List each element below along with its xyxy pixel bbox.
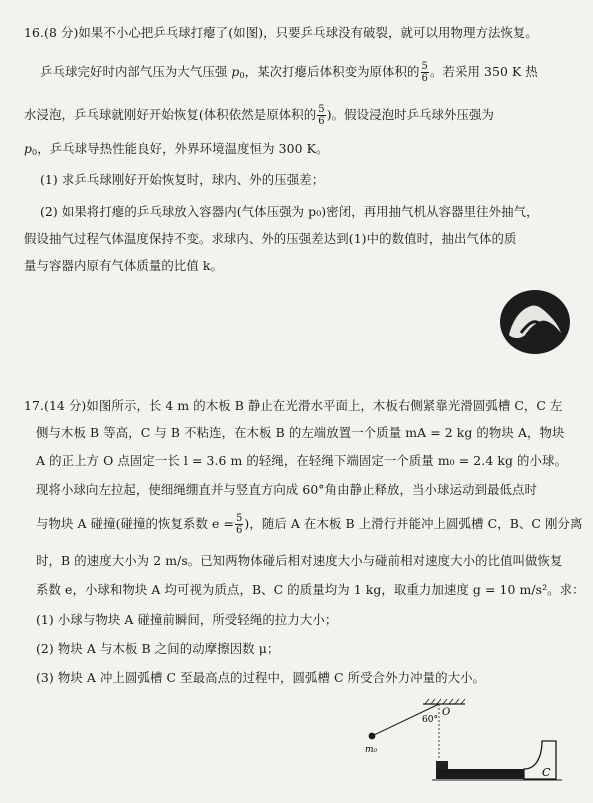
q16-line-4-part-b: ，乒乓球导热性能良好，外界环境温度恒为 300 K。: [37, 141, 329, 156]
flattened-ball-figure: [499, 289, 571, 355]
q17-line-3: A 的正上方 O 点固定一长 l = 3.6 m 的轻绳，在轻绳下端固定一个质量 m₀ = 2.4 kg 的小球。: [36, 453, 567, 468]
q17-subquestion-3: (3) 物块 A 冲上圆弧槽 C 至最高点的过程中，圆弧槽 C 所受合外力冲量的大小。: [36, 670, 486, 685]
q16-line-7: 假设抽气过程气体温度保持不变。求球内、外的压强差达到(1)中的数值时，抽出气体的质: [24, 231, 517, 246]
board-and-groove-figure: [432, 735, 562, 793]
fraction-denominator: 6: [421, 73, 428, 84]
q16-line-1: 16.(8 分)如果不小心把乒乓球打瘪了(如图)，只要乒乓球没有破裂，就可以用物理方法恢复。: [24, 25, 538, 40]
q17-line-4: 现将小球向左拉起，使细绳绷直并与竖直方向成 60°角由静止释放，当小球运动到最低点时: [36, 482, 537, 497]
q16-line-2-part-b: ，某次打瘪后体积变为原体积的: [244, 64, 420, 79]
symbol-p: p: [231, 64, 240, 79]
q17-line-1: 17.(14 分)如图所示，长 4 m 的木板 B 静止在光滑水平面上，木板右侧紧靠光滑圆弧槽 C，C 左: [24, 398, 563, 413]
q17-line-6: 时，B 的速度大小为 2 m/s。已知两物体碰后相对速度大小与碰前相对速度大小的比值叫做恢复: [36, 553, 563, 568]
ceiling-hatching: [425, 699, 465, 704]
q17-line-5-part-b: )，随后 A 在木板 B 上滑行并能冲上圆弧槽 C，B、C 刚分离: [244, 516, 583, 531]
fraction-five-sixths: [235, 513, 243, 536]
ball-m0: [369, 733, 376, 740]
label-c: C: [542, 766, 551, 779]
q16-line-3: [24, 104, 494, 127]
subscript-0: 0: [32, 148, 38, 157]
symbol-p: p: [24, 141, 33, 156]
fraction-numerator: 5: [235, 513, 243, 524]
fraction-five-sixths: [421, 61, 429, 84]
q16-subquestion-1: (1) 求乒乓球刚好开始恢复时，球内、外的压强差；: [40, 172, 325, 187]
q16-subquestion-2: (2) 如果将打瘪的乒乓球放入容器内(气体压强为 p₀)密闭，再用抽气机从容器里往外抽气，: [40, 204, 539, 219]
q16-line-3-part-a: 水浸泡，乒乓球就刚好开始恢复(体积依然是原体积的: [24, 107, 317, 122]
label-60-degrees: 60°: [422, 715, 438, 725]
fraction-denominator: 6: [235, 525, 243, 536]
q17-line-5: [36, 513, 583, 536]
q17-line-2: 侧与木板 B 等高，C 与 B 不粘连，在木板 B 的左端放置一个质量 mA = 2 kg 的物块 A，物块: [36, 425, 565, 440]
q16-line-2: [40, 61, 538, 84]
q16-line-3-part-b: )。假设浸泡时乒乓球外压强为: [326, 107, 494, 122]
q17-line-7: 系数 e，小球和物块 A 均可视为质点，B、C 的质量均为 1 kg，取重力加速度 g = 10 m/s²。求：: [36, 582, 585, 597]
fraction-numerator: 5: [318, 104, 325, 115]
block-a: [436, 761, 448, 769]
q16-line-2-part-c: 。若采用 350 K 热: [430, 64, 538, 79]
q16-line-4: [24, 139, 328, 157]
q16-line-8: 量与容器内原有气体质量的比值 k。: [24, 258, 224, 273]
label-o: O: [442, 707, 451, 718]
board-b: [436, 769, 524, 779]
q17-subquestion-2: (2) 物块 A 与木板 B 之间的动摩擦因数 μ；: [36, 641, 280, 656]
subscript-0: 0: [239, 71, 245, 80]
label-m0: m₀: [365, 745, 378, 755]
fraction-five-sixths: [317, 104, 325, 127]
q16-line-2-part-a: 乒乓球完好时内部气压为大气压强: [40, 64, 232, 79]
arc-groove-c: [524, 741, 556, 779]
fraction-numerator: 5: [421, 61, 428, 72]
q17-subquestion-1: (1) 小球与物块 A 碰撞前瞬间，所受轻绳的拉力大小；: [36, 612, 338, 627]
q17-line-5-part-a: 与物块 A 碰撞(碰撞的恢复系数 e =: [36, 516, 234, 531]
fraction-denominator: 6: [318, 116, 325, 127]
